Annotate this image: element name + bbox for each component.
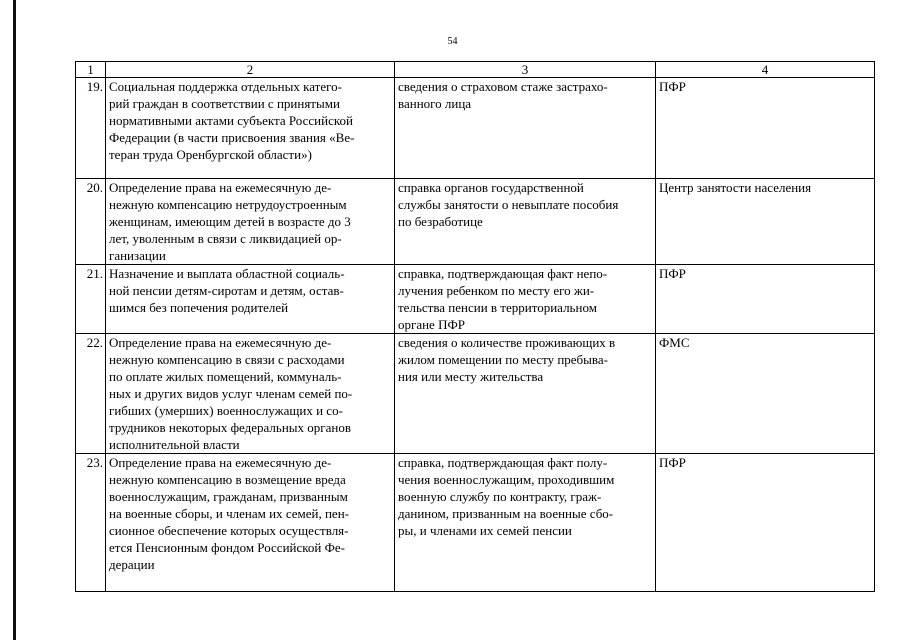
table-header: [76, 62, 875, 78]
responsible-agency: ПФР: [656, 78, 875, 179]
row-number: 22.: [76, 334, 106, 454]
services-table: [75, 61, 875, 592]
required-document: справка органов государственной службы занятости о невыплате пособия по безработице: [395, 179, 656, 265]
service-name: Назначение и выплата областной социаль- ной пенсии детям-сиротам и детям, остав- шимся без попечения родителей: [106, 265, 395, 334]
responsible-agency: ПФР: [656, 454, 875, 592]
service-name: Определение права на ежемесячную де- нежную компенсацию в связи с расходами по оплате жилых помещений, коммуналь- ных и других видов услуг членам семей по- гибших (умерших) военнослужащих и со- трудников некоторых федеральных органов исполнительной власти: [106, 334, 395, 454]
table-body: [76, 78, 875, 592]
required-document: сведения о страховом стаже застрахо- ванного лица: [395, 78, 656, 179]
table-row: [76, 265, 875, 334]
scan-border-line: [13, 0, 16, 640]
column-header-3: 3: [395, 62, 656, 78]
row-number: 21.: [76, 265, 106, 334]
table-row: [76, 78, 875, 179]
service-name: Определение права на ежемесячную де- нежную компенсацию нетрудоустроенным женщинам, имеющим детей в возрасте до 3 лет, уволенным в связи с ликвидацией ор- ганизации: [106, 179, 395, 265]
service-name: Социальная поддержка отдельных катего- рий граждан в соответствии с принятыми нормативными актами субъекта Российской Федерации (в части присвоения звания «Ве- теран труда Оренбургской области»): [106, 78, 395, 179]
table-row: [76, 179, 875, 265]
page-number: 54: [447, 36, 458, 47]
header-row: [76, 62, 875, 78]
column-header-2: 2: [106, 62, 395, 78]
column-header-4: 4: [656, 62, 875, 78]
row-number: 19.: [76, 78, 106, 179]
required-document: справка, подтверждающая факт полу- чения военнослужащим, проходившим военную службу по контракту, граж- данином, призванным на военные сбо- ры, и членами их семей пенсии: [395, 454, 656, 592]
service-name: Определение права на ежемесячную де- нежную компенсацию в возмещение вреда военнослужащим, гражданам, призванным на военные сборы, и членам их семей, пен- сионное обеспечение которых осуществля- ется Пенсионным фондом Российской Фе- дерации: [106, 454, 395, 592]
required-document: справка, подтверждающая факт непо- лучения ребенком по месту его жи- тельства пенсии в территориальном органе ПФР: [395, 265, 656, 334]
table-row: [76, 334, 875, 454]
row-number: 20.: [76, 179, 106, 265]
row-number: 23.: [76, 454, 106, 592]
table-row: [76, 454, 875, 592]
responsible-agency: ФМС: [656, 334, 875, 454]
responsible-agency: Центр занятости населения: [656, 179, 875, 265]
required-document: сведения о количестве проживающих в жилом помещении по месту пребыва- ния или месту жительства: [395, 334, 656, 454]
responsible-agency: ПФР: [656, 265, 875, 334]
column-header-1: 1: [76, 62, 106, 78]
